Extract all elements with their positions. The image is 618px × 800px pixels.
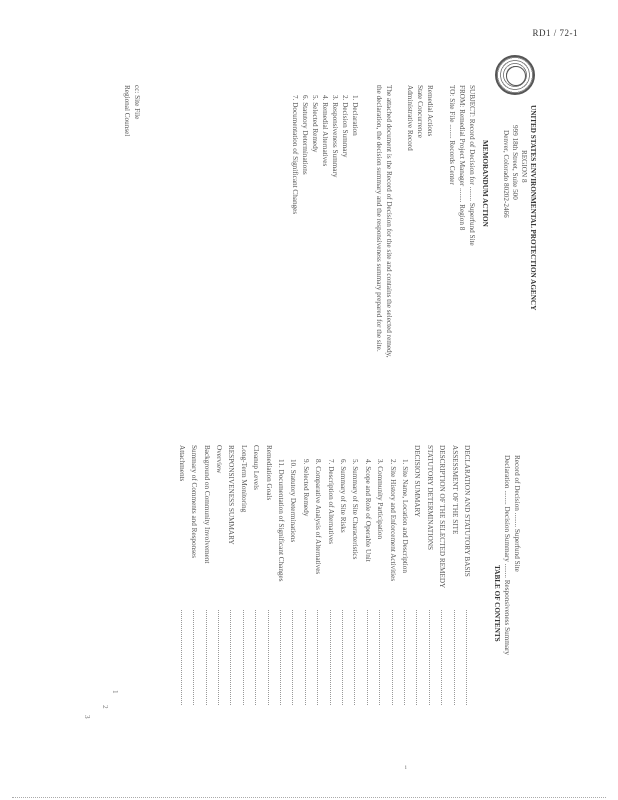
toc-dot-leader xyxy=(218,610,219,705)
list-item: 2. Decision Summary xyxy=(341,95,349,158)
list-item: 6. Statutory Determinations xyxy=(301,95,309,175)
page-bottom-border xyxy=(12,797,606,798)
toc-dot-leader xyxy=(255,610,256,705)
ref-line-1: SUBJECT: Record of Decision for ........ Superfund Site xyxy=(468,85,476,246)
ref-line-3: TO: Site File ........ Records Center xyxy=(448,85,456,185)
memo-title: MEMORANDUM ACTION xyxy=(481,140,489,227)
toc-entry: RESPONSIVENESS SUMMARY xyxy=(227,445,236,545)
toc-entry: Cleanup Levels xyxy=(252,445,261,490)
toc-dot-leader xyxy=(454,610,455,705)
toc-entry: Summary of Comments and Responses xyxy=(190,445,199,558)
toc-header-line-2: Declaration ........ Decision Summary ........ Responsiveness Summary xyxy=(503,455,511,656)
toc-entry: STATUTORY DETERMINATIONS xyxy=(425,445,434,551)
toc-dot-leader xyxy=(243,610,244,705)
toc-entry: Remediation Goals xyxy=(264,445,273,501)
toc-dot-leader xyxy=(230,610,231,705)
toc-dot-leader xyxy=(330,610,331,705)
list-item: 7. Documentation of Significant Changes xyxy=(291,95,299,215)
toc-entry: 7. Description of Alternatives xyxy=(326,459,335,545)
toc-entry: 3. Community Participation xyxy=(376,459,385,540)
toc-dot-leader xyxy=(181,610,182,705)
toc-entry: Background on Community Involvement xyxy=(202,445,211,564)
page-number: i xyxy=(405,765,407,771)
toc-dot-leader xyxy=(268,610,269,705)
toc-entry: 8. Comparative Analysis of Alternatives xyxy=(314,459,323,575)
toc-entry: 2. Site History and Enforcement Activities xyxy=(388,459,397,582)
toc-entry: 4. Scope and Role of Operable Unit xyxy=(363,459,372,562)
toc-dot-leader xyxy=(305,610,306,705)
toc-dot-leader xyxy=(416,610,417,705)
toc-dot-leader xyxy=(280,610,281,705)
body-paragraph-line-1: The attached document is the Record of Decision for the site and contains the selected remedy, xyxy=(385,85,393,358)
toc-entry: Long-Term Monitoring xyxy=(239,445,248,513)
toc-page-number: 2 xyxy=(101,705,109,709)
toc-dot-leader xyxy=(379,610,380,705)
body-paragraph-line-2: the declaration, the decision summary and the responsiveness summary prepared for the site. xyxy=(375,85,383,352)
toc-dot-leader xyxy=(206,610,207,705)
toc-entry: 1. Site Name, Location and Description xyxy=(401,459,409,573)
toc-header-line-1: Record of Decision ........ Superfund Site xyxy=(513,455,521,572)
toc-entry: 10. Statutory Determinations xyxy=(289,459,298,543)
toc-entry: ASSESSMENT OF THE SITE xyxy=(450,445,459,535)
toc-entry: 11. Documentation of Significant Changes xyxy=(277,459,285,582)
toc-dot-leader xyxy=(317,610,318,705)
closing-line-1: cc: Site File xyxy=(133,85,141,120)
toc-dot-leader xyxy=(354,610,355,705)
ref-line-2: FROM: Remedial Project Manager ........ Region 8 xyxy=(458,85,466,231)
toc-entry: 6. Summary of Site Risks xyxy=(339,459,347,533)
toc-entry: 9. Selected Remedy xyxy=(301,459,310,517)
toc-entry: 5. Summary of Site Characteristics xyxy=(351,459,360,560)
toc-entry: Attachments xyxy=(177,445,186,482)
toc-entry: DECISION SUMMARY xyxy=(413,445,422,518)
list-item: 1. Declaration xyxy=(351,95,359,136)
toc-dot-leader xyxy=(367,610,368,705)
body-header-1: Remedial Actions xyxy=(426,85,434,137)
list-item: 3. Responsiveness Summary xyxy=(331,95,339,178)
body-header-3: Administrative Record xyxy=(406,85,414,151)
toc-dot-leader xyxy=(193,610,194,705)
list-item: 4. Remedial Alternatives xyxy=(321,95,329,167)
toc-page-number: 3 xyxy=(83,715,91,719)
seal-center xyxy=(506,66,526,86)
toc-entry: DECLARATION AND STATUTORY BASIS xyxy=(463,445,471,577)
closing-line-2: Regional Counsel xyxy=(123,85,131,137)
letterhead-line-2: REGION 8 xyxy=(520,150,528,183)
toc-dot-leader xyxy=(392,610,393,705)
toc-dot-leader xyxy=(342,610,343,705)
toc-dot-leader xyxy=(404,610,405,705)
agency-seal xyxy=(495,55,535,95)
letterhead-line-1: UNITED STATES ENVIRONMENTAL PROTECTION AGENCY xyxy=(529,105,537,311)
toc-page-number: 1 xyxy=(111,690,119,694)
letterhead-line-4: Denver, Colorado 80202-2466 xyxy=(502,130,510,218)
toc-dot-leader xyxy=(441,610,442,705)
letterhead-line-3: 999 18th Street, Suite 500 xyxy=(511,125,519,200)
toc-dot-leader xyxy=(466,610,467,705)
toc-entry: Overview xyxy=(215,445,223,474)
toc-dot-leader xyxy=(429,610,430,705)
body-header-2: State Concurrence xyxy=(416,85,424,138)
toc-title: TABLE OF CONTENTS xyxy=(493,565,501,642)
list-item: 5. Selected Remedy xyxy=(311,95,319,153)
toc-entry: DESCRIPTION OF THE SELECTED REMEDY xyxy=(438,445,447,589)
document-id: RD1 / 72-1 xyxy=(532,28,578,38)
toc-dot-leader xyxy=(292,610,293,705)
